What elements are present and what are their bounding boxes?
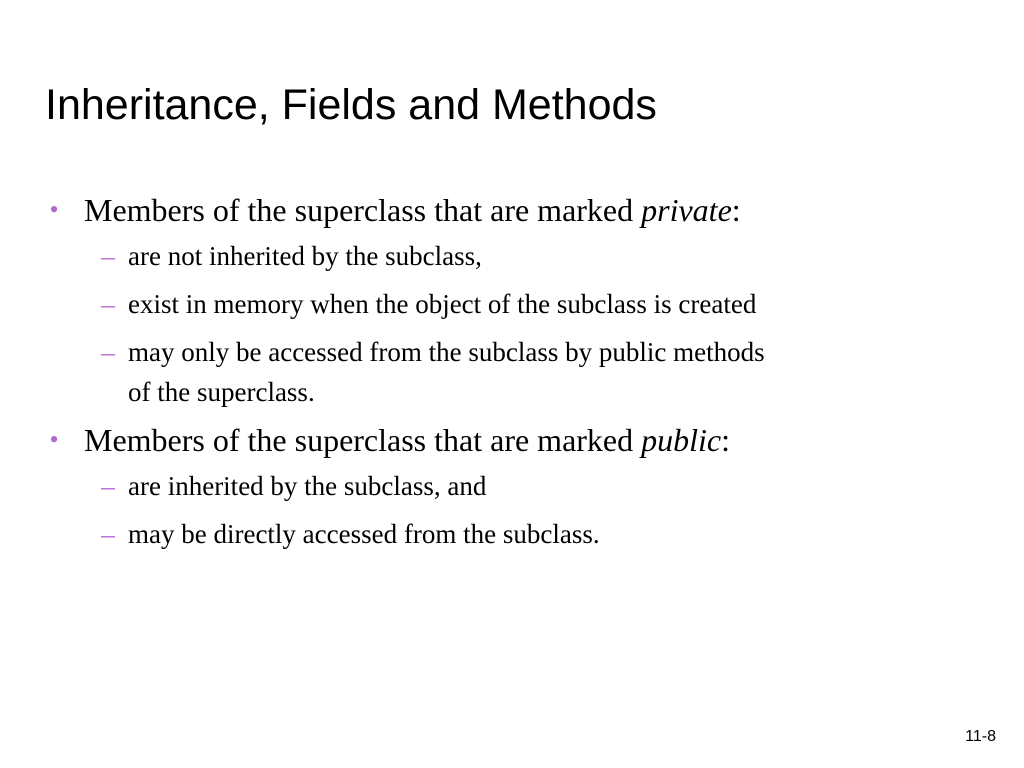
bullet-text-suffix: : [731,192,741,228]
bullet-dot-icon: • [49,195,59,224]
dash-icon: – [101,241,115,271]
bullet-item-public [44,420,974,460]
bullet-text-emphasis: private [641,192,732,228]
sub-bullet-text: are not inherited by the subclass, [128,241,482,271]
bullet-dot-icon: • [49,425,59,454]
sub-bullet-text: are inherited by the subclass, and [128,471,487,501]
sub-bullet-text-continued: of the superclass. [128,377,315,407]
dash-icon: – [101,289,115,319]
page-number: 11-8 [965,728,996,745]
sub-bullet-item [44,466,974,506]
bullet-item-private [44,190,974,230]
slide-title: Inheritance, Fields and Methods [45,81,657,129]
sub-bullet-item [44,332,974,412]
dash-icon: – [101,337,115,367]
dash-icon: – [101,471,115,501]
sub-bullet-item [44,236,974,276]
bullet-text-prefix: Members of the superclass that are marked [84,192,642,228]
bullet-list [44,190,974,562]
bullet-text-emphasis: public [641,422,722,458]
dash-icon: – [101,519,115,549]
bullet-text-prefix: Members of the superclass that are marked [84,422,642,458]
bullet-text-suffix: : [721,422,730,458]
sub-bullet-text: may only be accessed from the subclass by public methods [128,337,765,367]
sub-bullet-text: exist in memory when the object of the subclass is created [128,289,757,319]
sub-bullet-text: may be directly accessed from the subclass. [128,519,600,549]
sub-bullet-item [44,514,974,554]
sub-bullet-item [44,284,974,324]
